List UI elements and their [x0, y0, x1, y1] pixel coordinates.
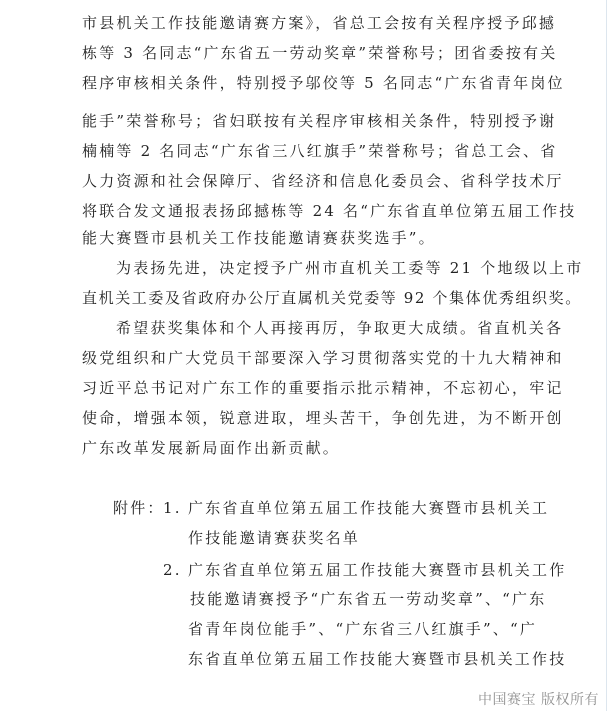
paragraph-line: 人力资源和社会保障厅、省经济和信息化委员会、省科学技术厅	[82, 172, 564, 190]
attachment-line: 广东省直单位第五届工作技能大赛暨市县机关工作	[188, 561, 567, 579]
paragraph-line: 为表扬先进，决定授予广州市直机关工委等 21 个地级以上市	[116, 259, 584, 277]
paragraph-line: 使命，增强本领，锐意进取，埋头苦干，争创先进，为不断开创	[82, 409, 564, 427]
paragraph-line: 程序审核相关条件，特别授予邬佼等 5 名同志“广东省青年岗位	[82, 74, 565, 92]
paragraph-line: 希望获奖集体和个人再接再厉，争取更大成绩。省直机关各	[116, 319, 564, 337]
paragraph-line: 将联合发文通报表扬邱撼栋等 24 名“广东省直单位第五届工作技	[82, 202, 577, 220]
paragraph-line: 栋等 3 名同志“广东省五一劳动奖章”荣誉称号；团省委按有关	[82, 44, 558, 62]
paragraph-line: 能大赛暨市县机关工作技能邀请赛获奖选手”。	[82, 229, 436, 247]
attachment-number: 1.	[163, 499, 182, 517]
attachment-line: 技能邀请赛授予“广东省五一劳动奖章”、“广东	[190, 590, 547, 608]
attachment-line: 省青年岗位能手”、“广东省三八红旗手”、“广	[188, 620, 538, 638]
attachment-line: 东省直单位第五届工作技能大赛暨市县机关工作技	[188, 650, 567, 668]
copyright-watermark: 中国赛宝 版权所有	[478, 692, 599, 708]
attachment-line: 广东省直单位第五届工作技能大赛暨市县机关工	[188, 499, 550, 517]
paragraph-line: 广东改革发展新局面作出新贡献。	[82, 439, 341, 457]
attachment-line: 作技能邀请赛获奖名单	[188, 529, 361, 547]
attachments-label: 附件：	[113, 499, 165, 517]
paragraph-line: 直机关工委及省政府办公厅直属机关党委等 92 个集体优秀组织奖。	[82, 289, 582, 307]
paragraph-line: 楠楠等 2 名同志“广东省三八红旗手”荣誉称号；省总工会、省	[82, 142, 558, 160]
attachment-number: 2.	[163, 561, 182, 579]
paragraph-line: 习近平总书记对广东工作的重要指示批示精神，不忘初心，牢记	[82, 379, 564, 397]
paragraph-line: 能手”荣誉称号；省妇联按有关程序审核相关条件，特别授予谢	[82, 112, 557, 130]
paragraph-line: 级党组织和广大党员干部要深入学习贯彻落实党的十九大精神和	[82, 349, 564, 367]
paragraph-line: 市县机关工作技能邀请赛方案》，省总工会按有关程序授予邱撼	[82, 14, 557, 32]
